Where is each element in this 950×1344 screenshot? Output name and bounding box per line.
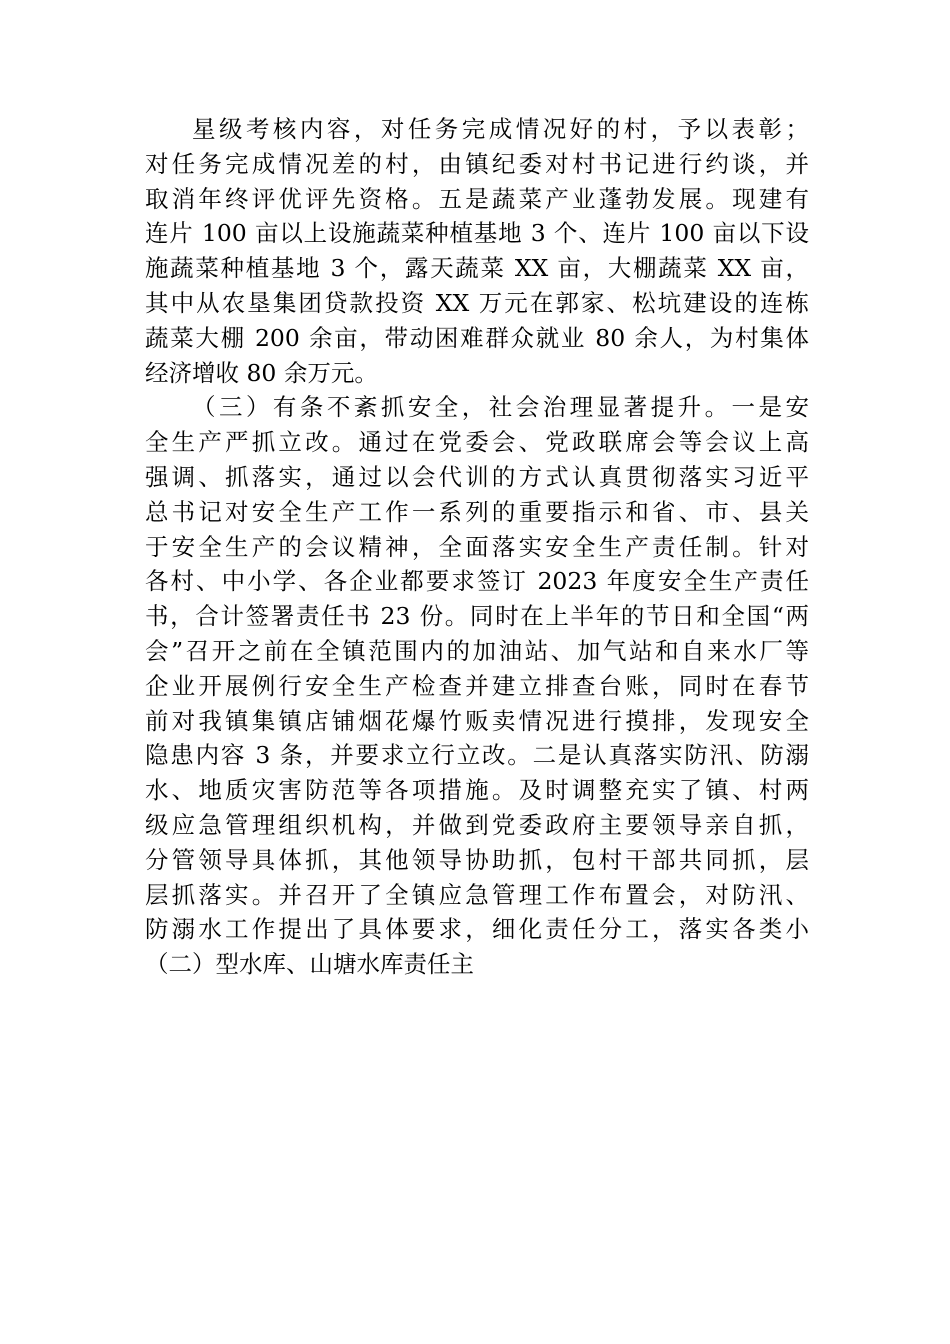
text-line-6: 其中从农垦集团贷款投资 XX 万元在郭家、松坑建设的连栋 [145, 288, 809, 317]
document-body [145, 112, 809, 982]
text-line-11: 强调、抓落实，通过以会代训的方式认真贯彻落实习近平 [145, 462, 809, 491]
text-line-17: 企业开展例行安全生产检查并建立排查台账，同时在春节 [145, 671, 809, 700]
text-line-10: 全生产严抓立改。通过在党委会、党政联席会等会议上高 [145, 428, 809, 457]
text-line-22: 分管领导具体抓，其他领导协助抓，包村干部共同抓，层 [145, 845, 809, 874]
text-line-15: 书，合计签署责任书 23 份。同时在上半年的节日和全国“两 [145, 602, 809, 631]
text-line-14: 各村、中小学、各企业都要求签订 2023 年度安全生产责任 [145, 567, 809, 596]
text-line-3: 取消年终评优评先资格。五是蔬菜产业蓬勃发展。现建有 [145, 184, 809, 213]
text-line-21: 级应急管理组织机构，并做到党委政府主要领导亲自抓， [145, 810, 809, 839]
text-line-25: （二）型水库、山塘水库责任主 [145, 950, 474, 979]
text-line-7: 蔬菜大棚 200 余亩，带动困难群众就业 80 余人，为村集体 [145, 323, 809, 352]
text-line-1: 星级考核内容，对任务完成情况好的村，予以表彰； [192, 115, 809, 143]
text-line-4: 连片 100 亩以上设施蔬菜种植基地 3 个、连片 100 亩以下设 [145, 219, 809, 248]
text-line-19: 隐患内容 3 条，并要求立行立改。二是认真落实防汛、防溺 [145, 741, 809, 770]
section-heading-line: （三）有条不紊抓安全，社会治理显著提升。一是安 [192, 393, 809, 422]
text-line-13: 于安全生产的会议精神，全面落实安全生产责任制。针对 [145, 532, 809, 561]
text-line-20: 水、地质灾害防范等各项措施。及时调整充实了镇、村两 [145, 776, 809, 805]
text-line-23: 层抓落实。并召开了全镇应急管理工作布置会，对防汛、 [145, 880, 809, 909]
text-line-12: 总书记对安全生产工作一系列的重要指示和省、市、县关 [145, 497, 809, 526]
text-line-18: 前对我镇集镇店铺烟花爆竹贩卖情况进行摸排，发现安全 [145, 706, 809, 735]
text-line-2: 对任务完成情况差的村，由镇纪委对村书记进行约谈，并 [145, 149, 809, 178]
text-line-24: 防溺水工作提出了具体要求，细化责任分工，落实各类小 [145, 915, 809, 944]
text-line-16: 会”召开之前在全镇范围内的加油站、加气站和自来水厂等 [145, 636, 809, 665]
text-line-8: 经济增收 80 余万元。 [145, 358, 378, 387]
text-line-5: 施蔬菜种植基地 3 个，露天蔬菜 XX 亩，大棚蔬菜 XX 亩， [145, 254, 809, 283]
